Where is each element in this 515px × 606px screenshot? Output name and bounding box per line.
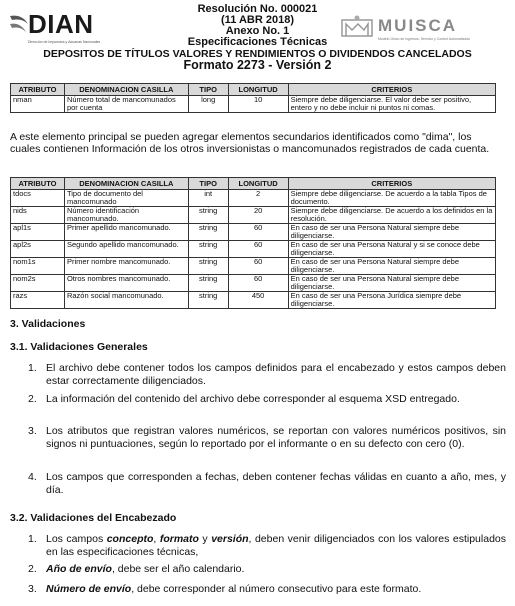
- cell-length: 60: [228, 258, 288, 275]
- column-header: LONGITUD: [228, 84, 288, 96]
- list-item-text: [46, 583, 506, 596]
- list-item-number: 3.: [28, 425, 37, 437]
- muisca-logo-text: MUISCA: [378, 16, 458, 35]
- resolution-number: Resolución No. 000021: [197, 3, 318, 15]
- cell-attribute: nman: [11, 96, 65, 113]
- cell-attribute: apl2s: [11, 241, 65, 258]
- list-item-text: [46, 563, 506, 576]
- table-row: [11, 275, 496, 292]
- text-fragment: y: [198, 533, 212, 545]
- cell-type: string: [188, 241, 228, 258]
- table-header-row: [11, 178, 496, 190]
- cell-criteria: Siempre debe diligenciarse. De acuerdo a la tabla Tipos de documento.: [288, 190, 495, 207]
- cell-attribute: nom1s: [11, 258, 65, 275]
- table-row: [11, 292, 496, 309]
- text-fragment: , debe corresponder al número consecutivo para este formato.: [131, 583, 422, 595]
- table-header-row: [11, 84, 496, 96]
- emphasis-formato: formato: [159, 533, 199, 545]
- list-item-number: 1.: [28, 362, 37, 374]
- dian-logo-text: DIAN: [28, 9, 94, 39]
- text-fragment: , debe ser el año calendario.: [111, 563, 245, 575]
- text-fragment: ,: [153, 533, 160, 545]
- annex-number: Anexo No. 1: [225, 25, 290, 37]
- resolution-date: (11 ABR 2018): [221, 14, 294, 26]
- cell-type: string: [188, 258, 228, 275]
- emphasis-numero-envio: Número de envío: [46, 583, 132, 595]
- column-header: DENOMINACION CASILLA: [64, 178, 188, 190]
- cell-criteria: En caso de ser una Persona Natural siempre debe diligenciarse.: [288, 275, 495, 292]
- text-fragment: , deben venir diligenciados con los valores estipulados en las especificaciones técnicas,: [46, 533, 506, 558]
- list-item-number: 2.: [28, 563, 37, 575]
- cell-criteria: En caso de ser una Persona Natural y si se conoce debe diligenciarse.: [288, 241, 495, 258]
- emphasis-version: versión: [211, 533, 249, 545]
- cell-criteria: Siempre debe diligenciarse. De acuerdo a los definidos en la resolución.: [288, 207, 495, 224]
- dian-logo-subtitle: Dirección de Impuestos y Aduanas Nacionales: [28, 40, 101, 44]
- cell-length: 20: [228, 207, 288, 224]
- cell-denomination: Otros nombres mancomunado.: [64, 275, 188, 292]
- list-item-text: La información del contenido del archivo debe corresponder al esquema XSD entregado.: [46, 393, 460, 405]
- cell-denomination: Número identificación mancomunado.: [64, 207, 188, 224]
- text-fragment: Los campos: [46, 533, 107, 545]
- intro-paragraph: A este elemento principal se pueden agregar elementos secundarios identificados como "dima", los cuales contienen Información de los otros inversionistas o mancomunados registrados de cada cuenta.: [10, 131, 490, 155]
- section-validations-heading: 3. Validaciones: [10, 318, 86, 330]
- section-general-validations-heading: 3.1. Validaciones Generales: [10, 341, 148, 353]
- cell-denomination: Primer nombre mancomunado.: [64, 258, 188, 275]
- list-item-number: 3.: [28, 583, 37, 595]
- cell-length: 2: [228, 190, 288, 207]
- table-row: [11, 190, 496, 207]
- column-header: CRITERIOS: [288, 84, 495, 96]
- table-row: [11, 96, 496, 113]
- cell-type: int: [188, 190, 228, 207]
- cell-attribute: apl1s: [11, 224, 65, 241]
- cell-attribute: nom2s: [11, 275, 65, 292]
- secondary-attribute-table: [10, 177, 496, 309]
- list-item-number: 4.: [28, 471, 37, 483]
- table-row: [11, 241, 496, 258]
- cell-length: 60: [228, 224, 288, 241]
- cell-type: long: [188, 96, 228, 113]
- cell-denomination: Tipo de documento del mancomunado: [64, 190, 188, 207]
- cell-attribute: razs: [11, 292, 65, 309]
- column-header: TIPO: [188, 84, 228, 96]
- technical-specs-title: Especificaciones Técnicas: [187, 36, 328, 48]
- table-row: [11, 207, 496, 224]
- list-item-text: El archivo debe contener todos los campos definidos para el encabezado y estos campos deben estar correctamente diligenciados.: [46, 362, 506, 387]
- cell-type: string: [188, 224, 228, 241]
- list-item-number: 2.: [28, 393, 37, 405]
- cell-length: 60: [228, 275, 288, 292]
- cell-attribute: tdocs: [11, 190, 65, 207]
- list-item-text: Los atributos que registran valores numéricos, se reportan con valores numéricos positivos, sin signos ni puntuaciones, según lo reportado por el informante o en su defecto con cero (0).: [46, 425, 506, 450]
- cell-length: 10: [228, 96, 288, 113]
- emphasis-ano-envio: Año de envío: [46, 563, 112, 575]
- cell-criteria: Siempre debe diligenciarse. El valor debe ser positivo, entero y no debe incluir ni puntos ni comas.: [288, 96, 495, 113]
- document-subject: DEPOSITOS DE TÍTULOS VALORES Y RENDIMIENTOS O DIVIDENDOS CANCELADOS: [43, 48, 472, 60]
- table-row: [11, 258, 496, 275]
- cell-attribute: nids: [11, 207, 65, 224]
- list-item-text: Los campos que corresponden a fechas, deben contener fechas válidas en cuanto a año, mes, y día.: [46, 471, 506, 496]
- cell-denomination: Primer apellido mancomunado.: [64, 224, 188, 241]
- format-version: Formato 2273 - Versión 2: [183, 58, 332, 72]
- list-item-text: [46, 533, 506, 558]
- column-header: DENOMINACION CASILLA: [64, 84, 188, 96]
- cell-denomination: Razón social mancomunado.: [64, 292, 188, 309]
- section-header-validations-heading: 3.2. Validaciones del Encabezado: [10, 512, 177, 524]
- column-header: ATRIBUTO: [11, 178, 65, 190]
- cell-type: string: [188, 275, 228, 292]
- cell-criteria: En caso de ser una Persona Natural siempre debe diligenciarse.: [288, 224, 495, 241]
- cell-denomination: Segundo apellido mancomunado.: [64, 241, 188, 258]
- column-header: CRITERIOS: [288, 178, 495, 190]
- list-item-number: 1.: [28, 533, 37, 545]
- main-attribute-table: [10, 83, 496, 113]
- emphasis-concepto: concepto: [106, 533, 154, 545]
- cell-length: 450: [228, 292, 288, 309]
- cell-criteria: En caso de ser una Persona Jurídica siempre debe diligenciarse.: [288, 292, 495, 309]
- cell-type: string: [188, 207, 228, 224]
- cell-type: string: [188, 292, 228, 309]
- cell-criteria: En caso de ser una Persona Natural siempre debe diligenciarse.: [288, 258, 495, 275]
- column-header: ATRIBUTO: [11, 84, 65, 96]
- column-header: LONGITUD: [228, 178, 288, 190]
- document-header: [0, 0, 515, 72]
- muisca-logo-subtitle: Modelo Único de Ingresos, Servicio y Control Automatizado: [378, 37, 471, 41]
- table-row: [11, 224, 496, 241]
- column-header: TIPO: [188, 178, 228, 190]
- cell-length: 60: [228, 241, 288, 258]
- cell-denomination: Número total de mancomunados por cuenta: [64, 96, 188, 113]
